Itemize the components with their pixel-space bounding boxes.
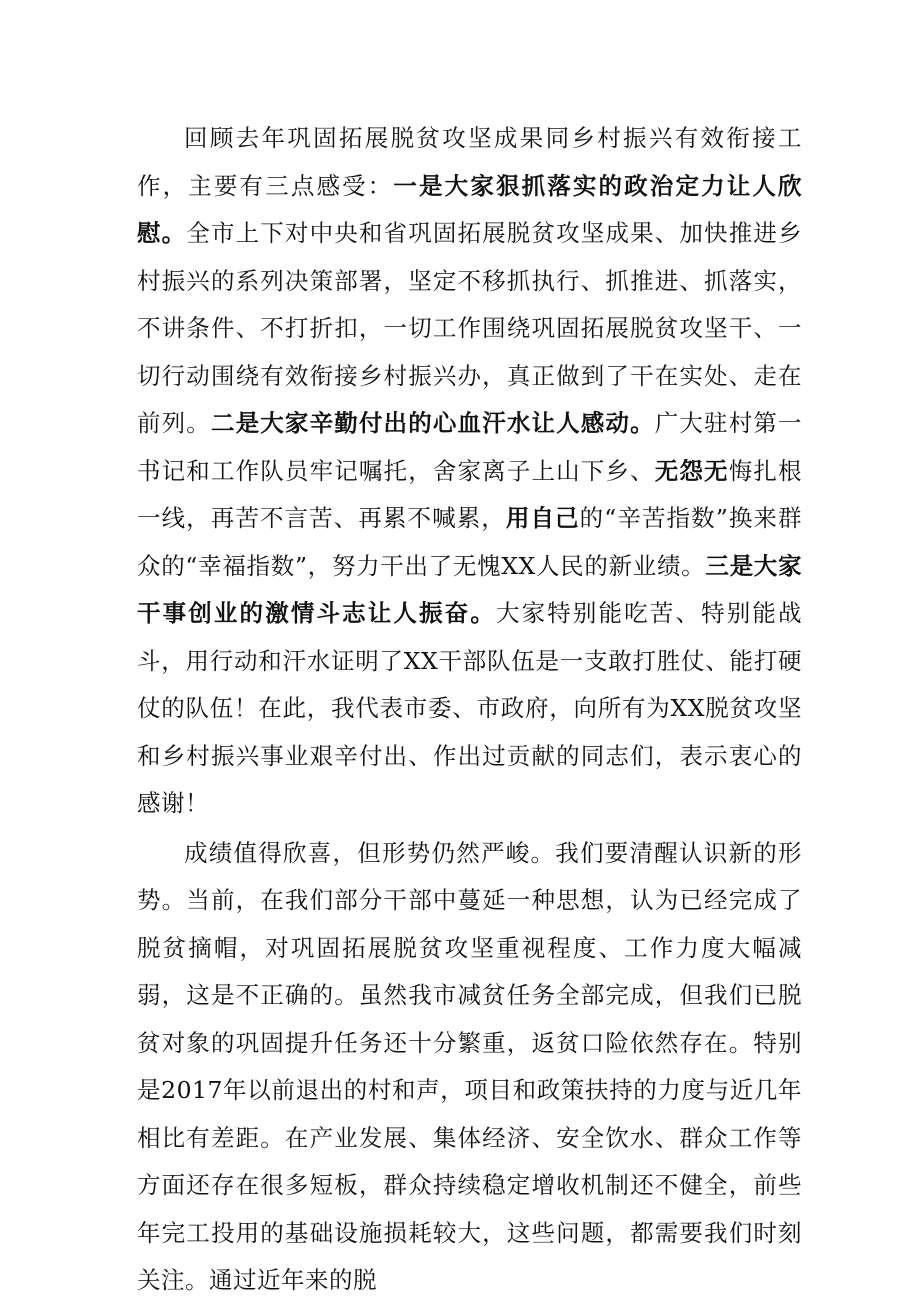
paragraph-1-text: 悔扎根一线，再苦不言苦、再累不喊累， [137, 456, 803, 532]
paragraph-1-text: 回顾去年巩固拓展脱贫攻坚成果同乡村振兴有效衔接工作，主要有三点感受： [137, 124, 802, 200]
paragraph-1-bold-phrase: 无怨无 [654, 456, 729, 485]
paragraph-1-text: 广大驻村第一书记和工作队员牢记嘱托，舍家离子上山下乡、 [137, 409, 803, 485]
paragraph-1-bold-point-3: 三是大家干事创业的激情斗志让人振奋。 [137, 551, 803, 627]
paragraph-1-bold-point-2: 二是大家辛勤付出的心血汗水让人感动。 [210, 409, 655, 437]
paragraph-2 [137, 830, 802, 1305]
paragraph-1-bold-point-1: 一是大家狠抓落实的政治定力让人欣慰。 [137, 171, 803, 247]
paragraph-1-text: 大家特别能吃苦、特别能战斗，用行动和汗水证明了XX干部队伍是一支敢打胜仗、能打硬仗的队伍！在此，我代表市委、市政府，向所有为XX脱贫攻坚和乡村振兴事业艰辛付出、作出过贡献的同志们，表示衷心的感谢！ [137, 599, 803, 817]
paragraph-1-text: 的“辛苦指数”换来群众的“幸福指数”，努力干出了无愧XX人民的新业绩。 [137, 504, 803, 580]
paragraph-1-bold-phrase: 用自己 [505, 504, 580, 532]
paragraph-1-text: 全市上下对中央和省巩固拓展脱贫攻坚成果、加快推进乡村振兴的系列决策部署，坚定不移抓执行、抓推进、抓落实，不讲条件、不打折扣，一切工作围绕巩固拓展脱贫攻坚干、一切行动围绕有效衔接乡村振兴办，真正做到了干在实处、走在前列。 [137, 219, 803, 437]
paragraph-2-text: 成绩值得欣喜，但形势仍然严峻。我们要清醒认识新的形势。当前，在我们部分干部中蔓延一种思想，认为已经完成了脱贫摘帽，对巩固拓展脱贫攻坚重视程度、工作力度大幅减弱，这是不正确的。虽然我市减贫任务全部完成，但我们已脱贫对象的巩固提升任务还十分繁重，返贫口险依然存在。特别是2017年以前退出的村和声，项目和政策扶持的力度与近几年相比有差距。在产业发展、集体经济、安全饮水、群众工作等方面还存在很多短板，群众持续稳定增收机制还不健全，前些年完工投用的基础设施损耗较大，这些问题，都需要我们时刻关注。通过近年来的脱 [137, 838, 802, 1294]
paragraph-1 [137, 115, 802, 828]
